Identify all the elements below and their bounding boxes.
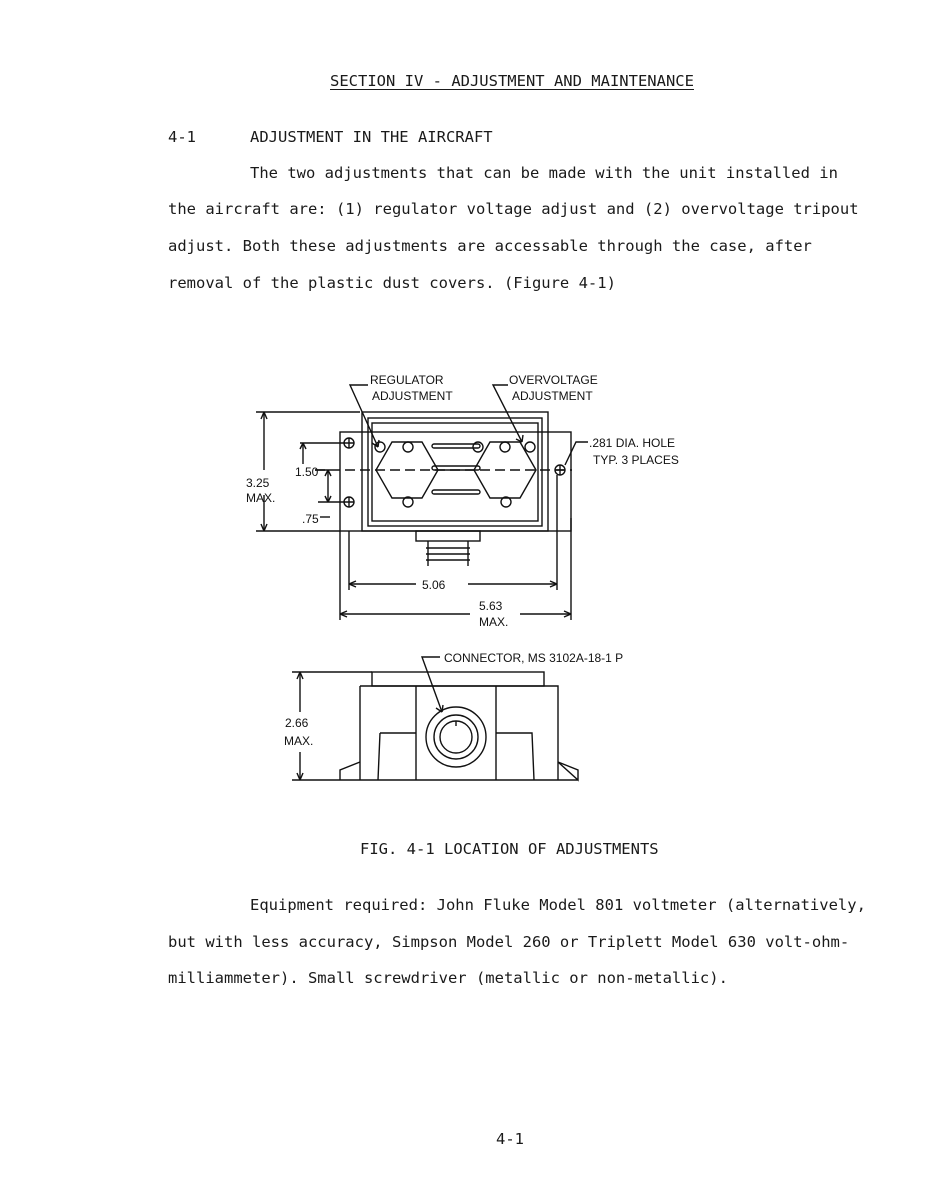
paragraph1-line: removal of the plastic dust covers. (Figure 4-1)	[168, 274, 616, 292]
mounting-hole	[344, 497, 354, 507]
dim-3-25-max: MAX.	[246, 491, 276, 505]
side-view	[292, 657, 578, 780]
dim-3-25: 3.25	[246, 476, 270, 490]
dim-5-63-max: MAX.	[479, 615, 509, 629]
paragraph1-line: adjust. Both these adjustments are accessable through the case, after	[168, 237, 812, 255]
paragraph2-line: milliammeter). Small screwdriver (metallic or non-metallic).	[168, 969, 728, 987]
dim-2-66-max: MAX.	[284, 734, 314, 748]
subsection-title: ADJUSTMENT IN THE AIRCRAFT	[250, 128, 493, 146]
paragraph2-line: Equipment required: John Fluke Model 801 voltmeter (alternatively,	[250, 896, 866, 914]
section-title: SECTION IV - ADJUSTMENT AND MAINTENANCE	[330, 72, 694, 90]
dim-0-75: .75	[302, 512, 319, 526]
dim-5-63: 5.63	[479, 599, 503, 613]
dim-1-50: 1.50	[295, 465, 319, 479]
label-overvoltage-adjustment: ADJUSTMENT	[512, 389, 593, 403]
label-hole: .281 DIA. HOLE	[589, 436, 676, 450]
connector-outer	[426, 707, 486, 767]
unit-body	[362, 412, 548, 531]
mounting-hole	[344, 438, 354, 448]
label-regulator-adjustment: ADJUSTMENT	[372, 389, 453, 403]
dim-2-66: 2.66	[285, 716, 309, 730]
figure-caption: FIG. 4-1 LOCATION OF ADJUSTMENTS	[360, 840, 659, 858]
label-regulator: REGULATOR	[370, 373, 444, 387]
subsection-number: 4-1	[168, 128, 196, 146]
paragraph1-line: the aircraft are: (1) regulator voltage adjust and (2) overvoltage tripout	[168, 200, 859, 218]
page-number: 4-1	[496, 1130, 524, 1148]
label-hole-typ: TYP. 3 PLACES	[593, 453, 679, 467]
label-overvoltage: OVERVOLTAGE	[509, 373, 598, 387]
label-connector: CONNECTOR, MS 3102A-18-1 P	[444, 651, 624, 665]
paragraph1-line: The two adjustments that can be made with the unit installed in	[250, 164, 838, 182]
dim-5-06: 5.06	[422, 578, 446, 592]
paragraph2-line: but with less accuracy, Simpson Model 260 or Triplett Model 630 volt-ohm-	[168, 933, 850, 951]
